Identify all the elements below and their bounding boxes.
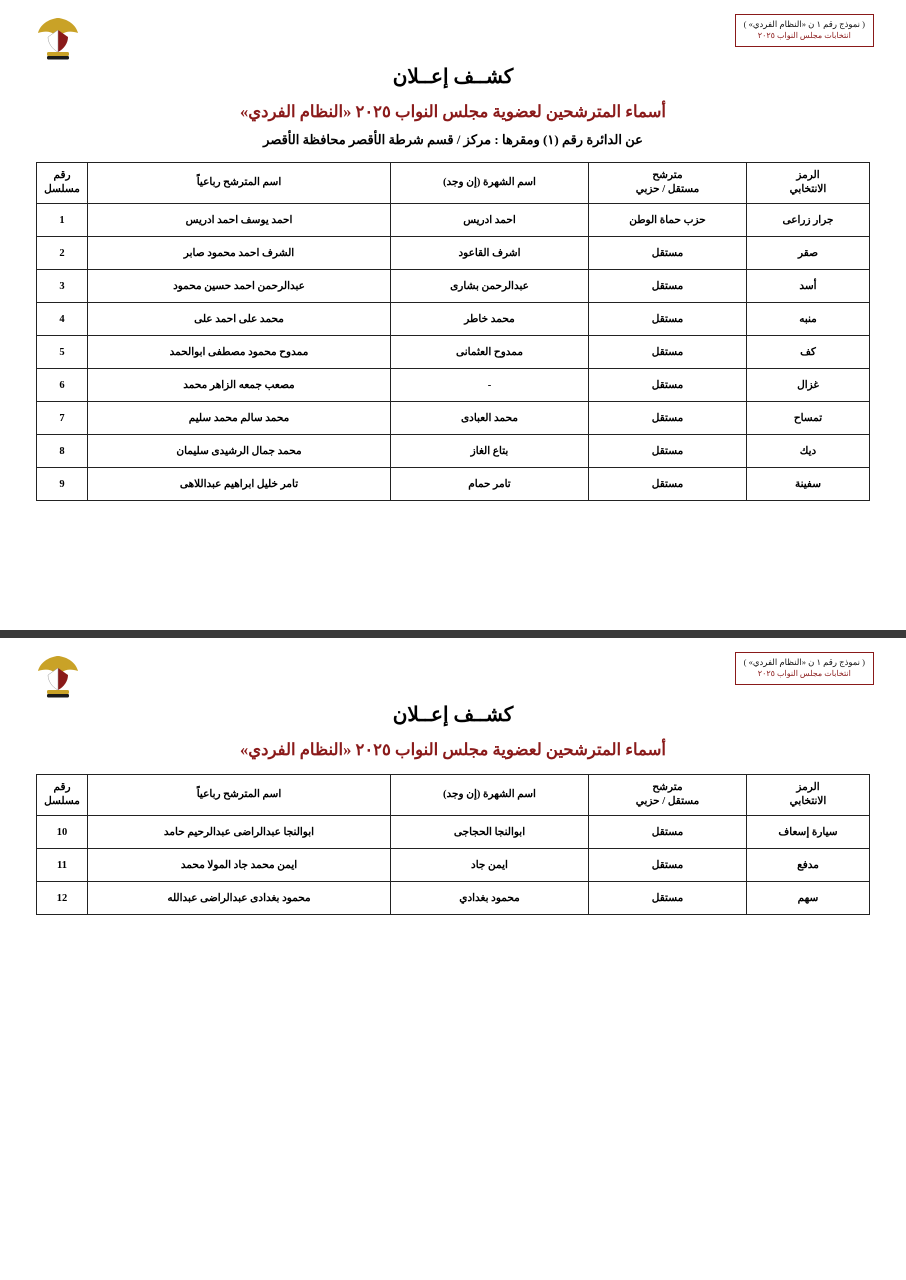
cell-fame: محمد العبادى <box>391 402 589 435</box>
cell-name: تامر خليل ابراهيم عبداللاهى <box>88 468 391 501</box>
form-number-stamp <box>735 14 874 47</box>
cell-serial: 3 <box>37 270 88 303</box>
cell-type: مستقل <box>589 882 747 915</box>
header-serial-line-2: مسلسل <box>44 796 80 807</box>
header-type-line-1: مترشح <box>652 781 683 793</box>
cell-fame: محمد خاطر <box>391 303 589 336</box>
cell-name: محمود بغدادى عبدالراضى عبدالله <box>88 882 391 915</box>
header-name: اسم المترشح رباعياً <box>88 775 391 816</box>
cell-name: مصعب جمعه الزاهر محمد <box>88 369 391 402</box>
cell-name: احمد يوسف احمد ادريس <box>88 204 391 237</box>
page-title: كشــف إعــلان <box>392 704 514 726</box>
cell-symbol: أسد <box>747 270 870 303</box>
header-symbol <box>747 775 870 816</box>
candidates-table-page-2 <box>36 774 870 915</box>
egypt-eagle-emblem-icon <box>34 10 82 62</box>
header-symbol-line-2: الانتخابي <box>789 184 827 195</box>
cell-serial: 9 <box>37 468 88 501</box>
cell-fame: - <box>391 369 589 402</box>
cell-symbol: تمساح <box>747 402 870 435</box>
table-row <box>37 270 870 303</box>
header-serial-line-1: رقم <box>53 781 71 793</box>
cell-serial: 8 <box>37 435 88 468</box>
cell-type: مستقل <box>589 402 747 435</box>
cell-name: محمد جمال الرشيدى سليمان <box>88 435 391 468</box>
cell-fame: ايمن جاد <box>391 849 589 882</box>
cell-name: ممدوح محمود مصطفى ابوالحمد <box>88 336 391 369</box>
cell-fame: احمد ادريس <box>391 204 589 237</box>
cell-fame: تامر حمام <box>391 468 589 501</box>
cell-symbol: سفينة <box>747 468 870 501</box>
cell-fame: عبدالرحمن بشارى <box>391 270 589 303</box>
cell-type: مستقل <box>589 237 747 270</box>
district-line: عن الدائرة رقم (١) ومقرها : مركز / قسم شرطة الأقصر محافظة الأقصر <box>263 132 643 147</box>
header-fame: اسم الشهرة (إن وجد) <box>391 775 589 816</box>
cell-symbol: سيارة إسعاف <box>747 816 870 849</box>
header-serial-line-1: رقم <box>53 169 71 181</box>
cell-type: مستقل <box>589 303 747 336</box>
cell-fame: اشرف القاعود <box>391 237 589 270</box>
form-stamp-line-2: انتخابات مجلس النواب ٢٠٢٥ <box>757 31 851 41</box>
cell-serial: 1 <box>37 204 88 237</box>
header-serial <box>37 775 88 816</box>
cell-serial: 7 <box>37 402 88 435</box>
cell-name: محمد على احمد على <box>88 303 391 336</box>
header-symbol <box>747 163 870 204</box>
header-type-line-1: مترشح <box>652 169 683 181</box>
table-row <box>37 882 870 915</box>
table-body-page-1 <box>37 204 870 501</box>
cell-serial: 6 <box>37 369 88 402</box>
page-title: كشــف إعــلان <box>392 66 514 88</box>
cell-type: مستقل <box>589 270 747 303</box>
header-type <box>589 163 747 204</box>
cell-serial: 12 <box>37 882 88 915</box>
header-type-line-2: مستقل / حزبي <box>635 796 700 807</box>
cell-type: مستقل <box>589 369 747 402</box>
header-type-line-2: مستقل / حزبي <box>635 184 700 195</box>
document-page-1 <box>0 0 906 630</box>
header-symbol-line-1: الرمز <box>796 169 820 181</box>
cell-symbol: منبه <box>747 303 870 336</box>
header-name: اسم المترشح رباعياً <box>88 163 391 204</box>
form-stamp-line-2: انتخابات مجلس النواب ٢٠٢٥ <box>757 669 851 679</box>
header-symbol-line-2: الانتخابي <box>789 796 827 807</box>
cell-symbol: غزال <box>747 369 870 402</box>
cell-symbol: سهم <box>747 882 870 915</box>
table-row <box>37 237 870 270</box>
table-row <box>37 468 870 501</box>
document-page-2 <box>0 638 906 1280</box>
cell-type: مستقل <box>589 435 747 468</box>
cell-name: عبدالرحمن احمد حسين محمود <box>88 270 391 303</box>
cell-name: الشرف احمد محمود صابر <box>88 237 391 270</box>
cell-name: ابوالنجا عبدالراضى عبدالرحيم حامد <box>88 816 391 849</box>
table-header-row <box>37 163 870 204</box>
table-row <box>37 369 870 402</box>
table-row <box>37 204 870 237</box>
table-body-page-2 <box>37 816 870 915</box>
cell-serial: 2 <box>37 237 88 270</box>
form-stamp-line-1: ( نموذج رقم ١ ن «النظام الفردي» ) <box>743 657 865 667</box>
header-fame: اسم الشهرة (إن وجد) <box>391 163 589 204</box>
cell-fame: ممدوح العثمانى <box>391 336 589 369</box>
header-serial-line-2: مسلسل <box>44 184 80 195</box>
cell-serial: 5 <box>37 336 88 369</box>
header-type <box>589 775 747 816</box>
cell-type: مستقل <box>589 336 747 369</box>
egypt-eagle-emblem-icon <box>34 648 82 700</box>
table-row <box>37 435 870 468</box>
table-header-row <box>37 775 870 816</box>
cell-symbol: ديك <box>747 435 870 468</box>
cell-serial: 11 <box>37 849 88 882</box>
cell-symbol: صقر <box>747 237 870 270</box>
header-serial <box>37 163 88 204</box>
cell-fame: بتاع الغاز <box>391 435 589 468</box>
table-row <box>37 402 870 435</box>
cell-name: محمد سالم محمد سليم <box>88 402 391 435</box>
page-header <box>22 10 884 62</box>
table-row <box>37 816 870 849</box>
cell-type: مستقل <box>589 849 747 882</box>
table-row <box>37 849 870 882</box>
form-number-stamp <box>735 652 874 685</box>
cell-fame: محمود بغدادي <box>391 882 589 915</box>
cell-name: ايمن محمد جاد المولا محمد <box>88 849 391 882</box>
page-separator <box>0 630 906 638</box>
table-row <box>37 336 870 369</box>
form-stamp-line-1: ( نموذج رقم ١ ن «النظام الفردي» ) <box>743 19 865 29</box>
candidates-table-page-1 <box>36 162 870 501</box>
cell-symbol: كف <box>747 336 870 369</box>
cell-serial: 10 <box>37 816 88 849</box>
cell-symbol: مدفع <box>747 849 870 882</box>
cell-fame: ابوالنجا الحجاجى <box>391 816 589 849</box>
cell-type: مستقل <box>589 816 747 849</box>
cell-type: حزب حماة الوطن <box>589 204 747 237</box>
header-symbol-line-1: الرمز <box>796 781 820 793</box>
cell-serial: 4 <box>37 303 88 336</box>
page-header <box>22 648 884 700</box>
cell-symbol: جرار زراعى <box>747 204 870 237</box>
page-subtitle: أسماء المترشحين لعضوية مجلس النواب ٢٠٢٥ «النظام الفردي» <box>240 740 666 759</box>
cell-type: مستقل <box>589 468 747 501</box>
page-subtitle: أسماء المترشحين لعضوية مجلس النواب ٢٠٢٥ «النظام الفردي» <box>240 102 666 121</box>
table-row <box>37 303 870 336</box>
